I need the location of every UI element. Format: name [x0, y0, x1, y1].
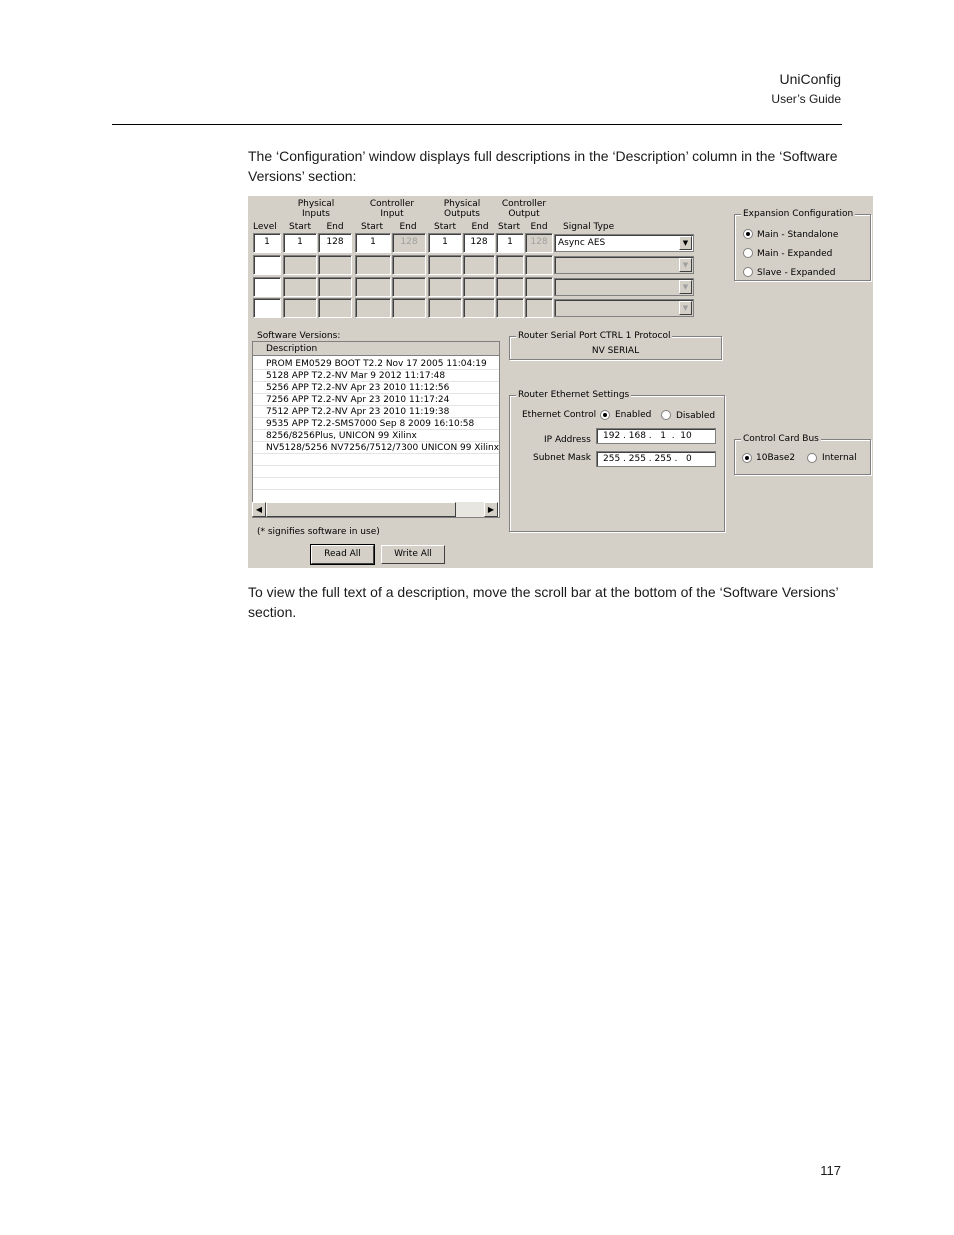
configuration-window	[248, 196, 873, 568]
co-end-2-field	[525, 255, 553, 275]
po-start-2-field	[428, 255, 462, 275]
level-3-field[interactable]	[253, 277, 281, 297]
dropdown-arrow-icon: ▼	[679, 301, 692, 315]
ci-start-2-field	[355, 255, 391, 275]
pi-start-3-field	[283, 277, 317, 297]
main-standalone-radio[interactable]	[743, 229, 753, 239]
co-start-2-field	[496, 255, 524, 275]
ci-start-1-field[interactable]: 1	[355, 233, 391, 253]
list-item[interactable]: 7256 APP T2.2-NV Apr 23 2010 11:17:24	[253, 394, 499, 406]
po-end-header: End	[471, 222, 489, 232]
write-all-button[interactable]: Write All	[381, 545, 445, 564]
scroll-thumb[interactable]	[266, 502, 456, 517]
co-end-1-field: 128	[525, 233, 553, 253]
ci-start-3-field	[355, 277, 391, 297]
controller-output-header: Controller Output	[501, 199, 547, 219]
pi-end-1-field[interactable]: 128	[318, 233, 352, 253]
subnet-mask-field[interactable]: 255 . 255 . 255 . 0	[596, 451, 716, 467]
signal-type-1-select[interactable]	[554, 234, 694, 252]
pi-start-header: Start	[289, 222, 311, 232]
read-all-button[interactable]: Read All	[311, 545, 374, 564]
po-end-4-field	[463, 298, 495, 318]
expansion-configuration-group	[734, 209, 871, 281]
co-end-3-field	[525, 277, 553, 297]
list-item[interactable]: PROM EM0529 BOOT T2.2 Nov 17 2005 11:04:19	[253, 358, 499, 370]
main-standalone-label: Main - Standalone	[757, 230, 839, 240]
list-item	[253, 454, 499, 466]
ip-address-field[interactable]: 192 . 168 . 1 . 10	[596, 428, 716, 444]
10base2-label: 10Base2	[756, 453, 796, 463]
po-start-header: Start	[434, 222, 456, 232]
physical-outputs-header: Physical Outputs	[443, 199, 481, 219]
header-subtitle: User’s Guide	[771, 92, 841, 106]
controller-input-header: Controller Input	[369, 199, 415, 219]
expansion-configuration-title: Expansion Configuration	[743, 209, 854, 219]
pi-end-3-field	[318, 277, 352, 297]
co-end-header: End	[530, 222, 548, 232]
ethernet-disabled-radio[interactable]	[661, 410, 671, 420]
software-versions-label: Software Versions:	[257, 331, 341, 341]
slave-expanded-radio[interactable]	[743, 267, 753, 277]
page-number: 117	[820, 1163, 841, 1178]
outro-paragraph: To view the full text of a description, move the scroll bar at the bottom of the ‘Software Versions’ section.	[248, 584, 839, 620]
software-versions-scrollbar[interactable]	[252, 502, 498, 517]
list-item[interactable]: 8256/8256Plus, UNICON 99 Xilinx	[253, 430, 499, 442]
pi-start-2-field	[283, 255, 317, 275]
router-serial-port-group	[509, 331, 722, 360]
ci-end-header: End	[399, 222, 417, 232]
list-item[interactable]: 5256 APP T2.2-NV Apr 23 2010 11:12:56	[253, 382, 499, 394]
co-start-3-field	[496, 277, 524, 297]
software-footnote: (* signifies software in use)	[257, 527, 380, 537]
po-start-4-field	[428, 298, 462, 318]
subnet-mask-label: Subnet Mask	[533, 453, 591, 463]
signal-type-4-select	[554, 299, 694, 317]
signal-type-3-select	[554, 278, 694, 296]
list-item[interactable]: 5128 APP T2.2-NV Mar 9 2012 11:17:48	[253, 370, 499, 382]
po-end-2-field	[463, 255, 495, 275]
co-start-header: Start	[498, 222, 520, 232]
po-start-1-field[interactable]: 1	[428, 233, 462, 253]
scroll-right-icon[interactable]: ▶	[484, 502, 498, 517]
signal-type-1-value: Async AES	[558, 238, 606, 248]
ci-start-4-field	[355, 298, 391, 318]
ip-address-label: IP Address	[544, 435, 591, 445]
signal-type-2-select	[554, 256, 694, 274]
list-item[interactable]: 7512 APP T2.2-NV Apr 23 2010 11:19:38	[253, 406, 499, 418]
list-item	[253, 466, 499, 478]
control-card-bus-title: Control Card Bus	[743, 434, 819, 444]
pi-end-2-field	[318, 255, 352, 275]
list-item[interactable]: 9535 APP T2.2-SMS7000 Sep 8 2009 16:10:58	[253, 418, 499, 430]
pi-start-4-field	[283, 298, 317, 318]
serial-protocol-value: NV SERIAL	[591, 346, 640, 356]
po-end-1-field[interactable]: 128	[463, 233, 495, 253]
physical-inputs-header: Physical Inputs	[297, 199, 335, 219]
main-expanded-radio[interactable]	[743, 248, 753, 258]
intro-paragraph: The ‘Configuration’ window displays full descriptions in the ‘Description’ column in the ‘Software Versions’ section:	[248, 148, 838, 184]
control-card-bus-group	[734, 434, 871, 475]
ethernet-enabled-label: Enabled	[615, 410, 652, 420]
pi-start-1-field[interactable]: 1	[283, 233, 317, 253]
dropdown-arrow-icon[interactable]: ▼	[679, 236, 692, 250]
ci-start-header: Start	[361, 222, 383, 232]
router-ethernet-title: Router Ethernet Settings	[518, 390, 630, 400]
ethernet-control-label: Ethernet Control	[522, 410, 597, 420]
software-versions-list[interactable]	[252, 341, 500, 518]
co-start-1-field[interactable]: 1	[496, 233, 524, 253]
header-divider	[112, 124, 842, 125]
header-title: UniConfig	[779, 71, 841, 87]
dropdown-arrow-icon: ▼	[679, 280, 692, 294]
internal-radio[interactable]	[807, 453, 817, 463]
list-item	[253, 478, 499, 490]
co-start-4-field	[496, 298, 524, 318]
level-header: Level	[253, 222, 277, 232]
dropdown-arrow-icon: ▼	[679, 258, 692, 272]
signal-type-header: Signal Type	[563, 222, 615, 232]
po-end-3-field	[463, 277, 495, 297]
co-end-4-field	[525, 298, 553, 318]
ci-end-1-field: 128	[392, 233, 426, 253]
ci-end-2-field	[392, 255, 426, 275]
pi-end-4-field	[318, 298, 352, 318]
main-expanded-label: Main - Expanded	[757, 249, 833, 259]
10base2-radio[interactable]	[742, 453, 752, 463]
list-item[interactable]: NV5128/5256 NV7256/7512/7300 UNICON 99 Xilinx	[253, 442, 499, 454]
po-start-3-field	[428, 277, 462, 297]
pi-end-header: End	[326, 222, 344, 232]
router-serial-port-title: Router Serial Port CTRL 1 Protocol	[518, 331, 671, 341]
ci-end-3-field	[392, 277, 426, 297]
ethernet-enabled-radio[interactable]	[600, 410, 610, 420]
description-column-header[interactable]: Description	[253, 342, 499, 356]
scroll-left-icon[interactable]: ◀	[252, 502, 266, 517]
slave-expanded-label: Slave - Expanded	[757, 268, 836, 278]
level-2-field[interactable]	[253, 255, 281, 275]
router-ethernet-group	[509, 390, 725, 532]
ethernet-disabled-label: Disabled	[676, 411, 716, 421]
internal-label: Internal	[822, 453, 857, 463]
ci-end-4-field	[392, 298, 426, 318]
level-1-field[interactable]: 1	[253, 233, 281, 253]
level-4-field[interactable]	[253, 298, 281, 318]
